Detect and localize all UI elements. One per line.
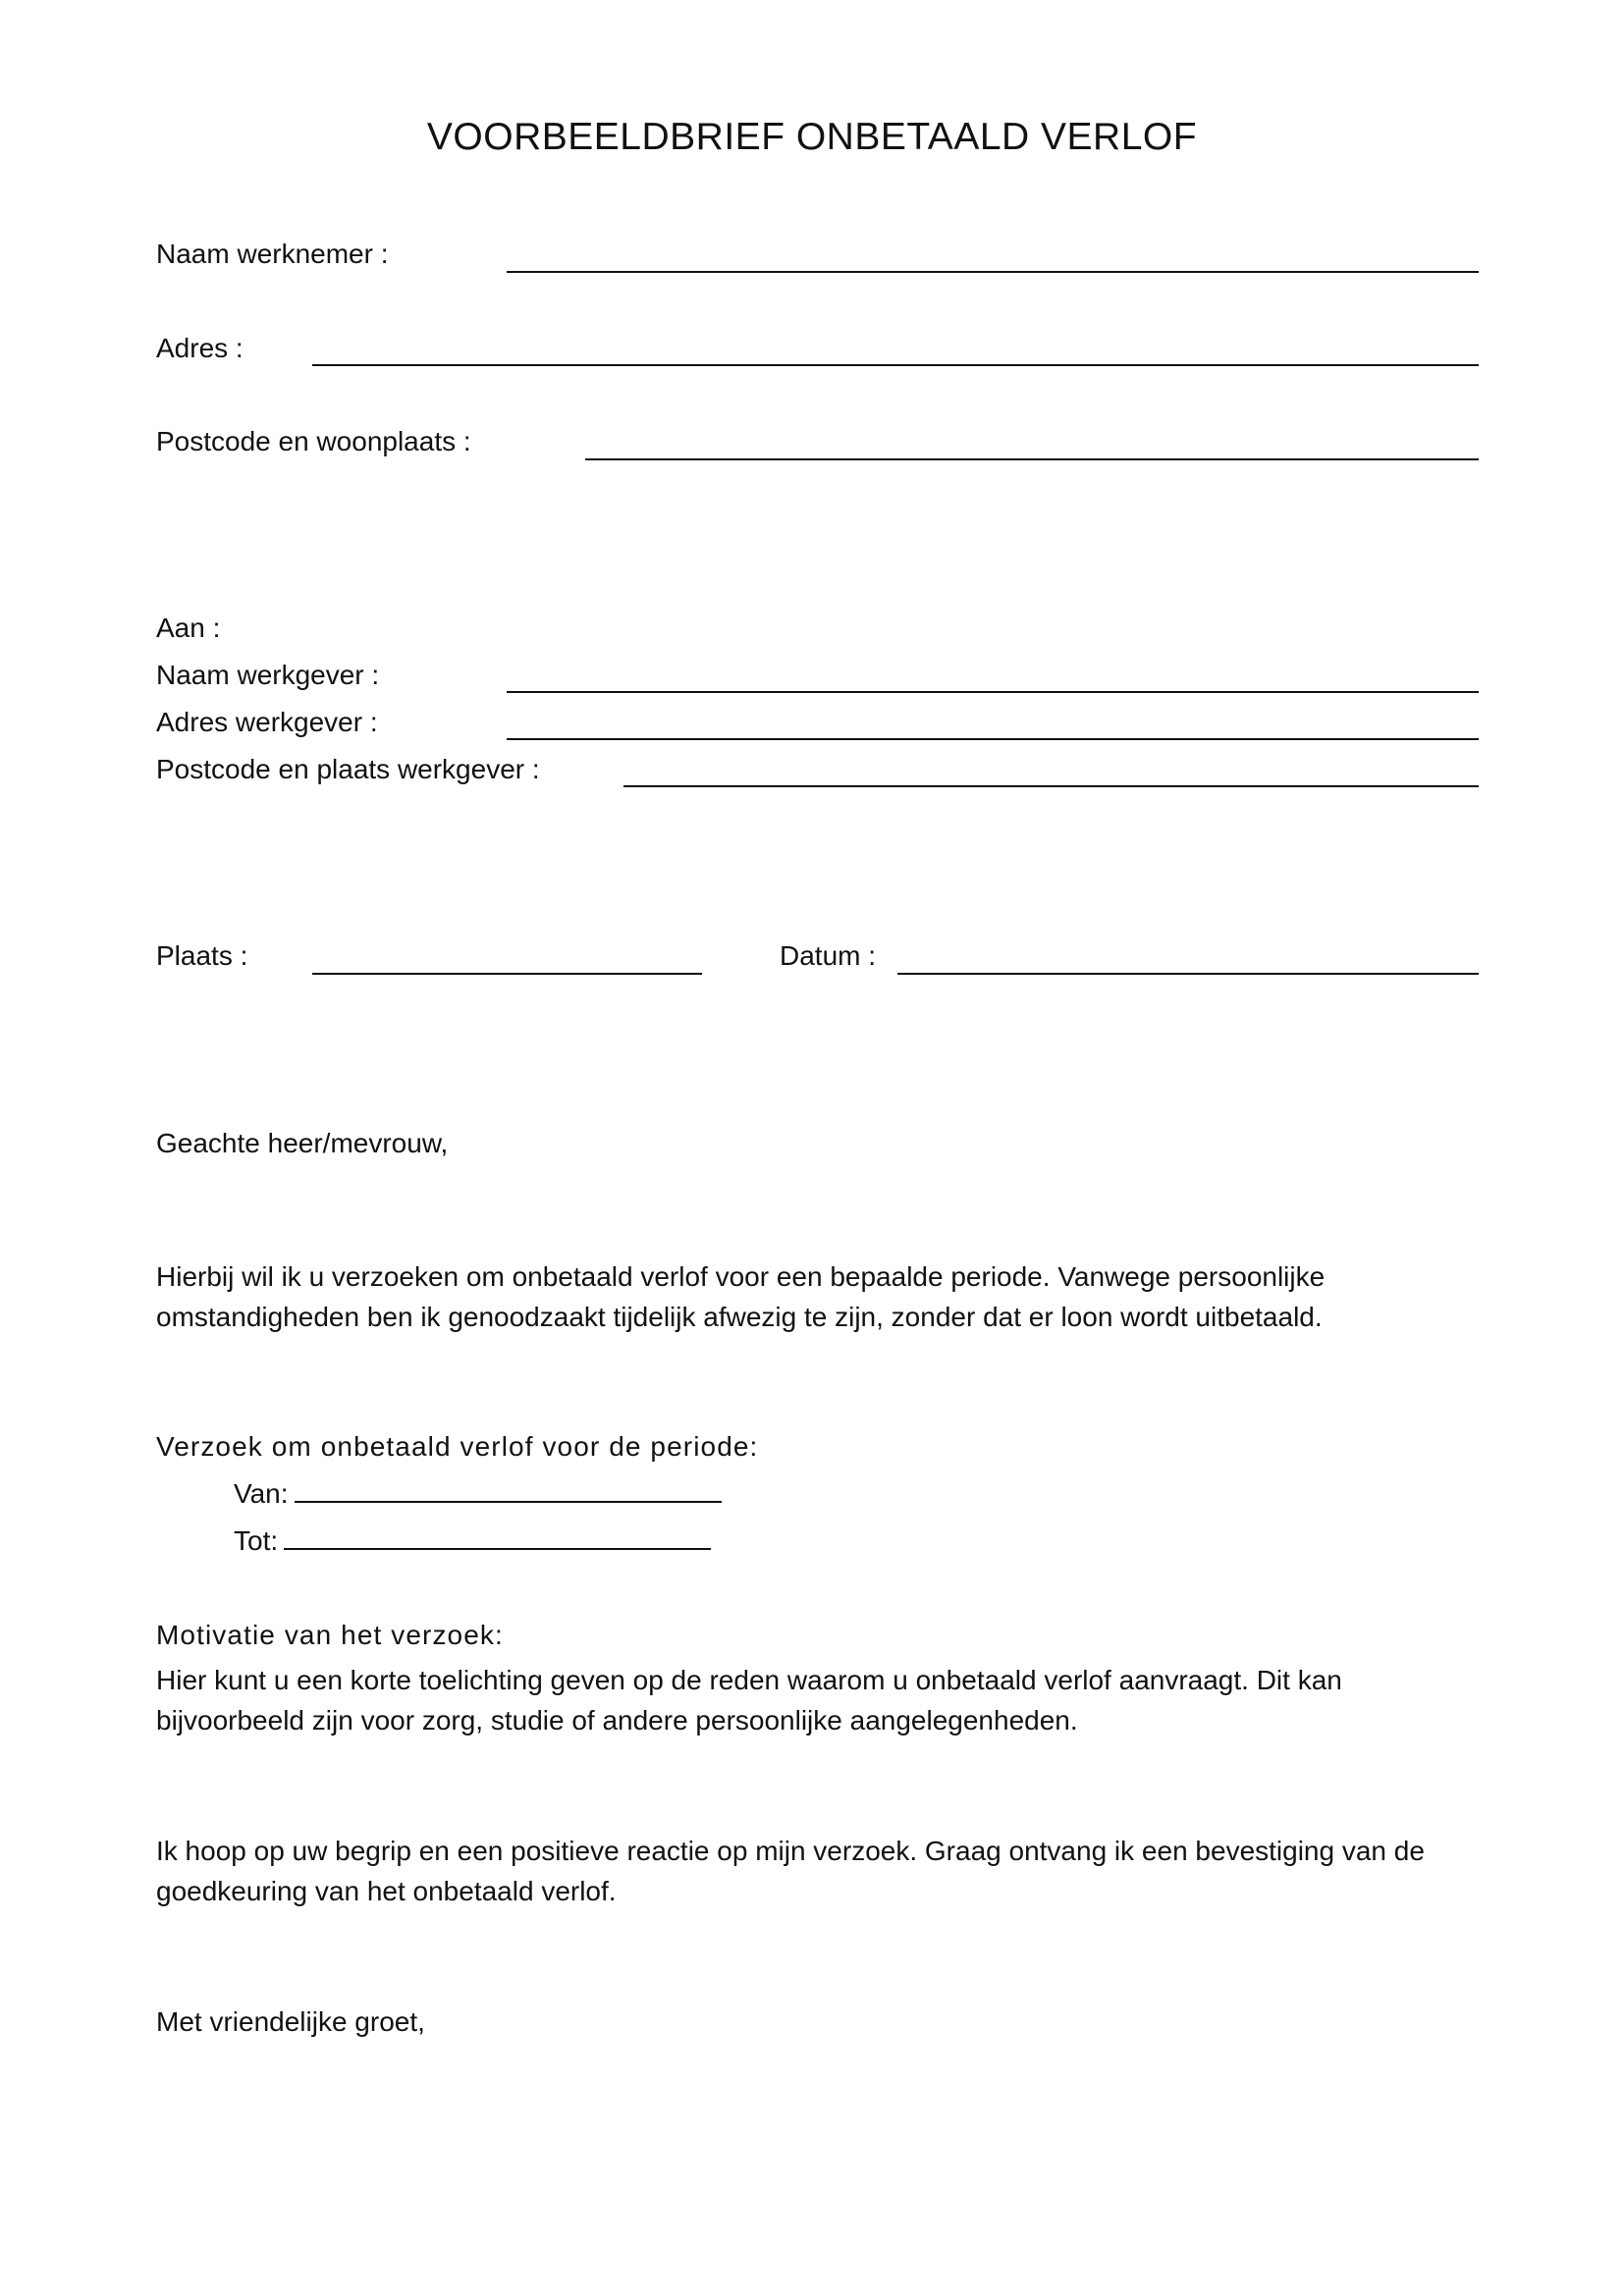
employer-name-label: Naam werkgever :: [156, 660, 380, 690]
motivation-line: bijvoorbeeld zijn voor zorg, studie of andere persoonlijke aangelegenheden.: [156, 1705, 1078, 1735]
period-to-field[interactable]: [284, 1548, 711, 1550]
motivation-paragraph: [156, 1660, 1491, 1740]
period-to-row: [234, 1525, 711, 1557]
employer-address-label: Adres werkgever :: [156, 707, 378, 737]
closing-line: goedkeuring van het onbetaald verlof.: [156, 1876, 617, 1906]
page-title: VOORBEELDBRIEF ONBETAALD VERLOF: [426, 116, 1198, 158]
place-label: Plaats :: [156, 940, 248, 971]
employee-name-label: Naam werknemer :: [156, 239, 389, 269]
intro-line: Hierbij wil ik u verzoeken om onbetaald verlof voor een bepaalde periode. Vanwege persoonlijke: [156, 1261, 1326, 1292]
period-heading: Verzoek om onbetaald verlof voor de periode:: [156, 1431, 759, 1462]
date-label: Datum :: [780, 940, 877, 971]
period-from-row: [234, 1478, 722, 1510]
period-from-label: Van:: [234, 1478, 289, 1509]
period-from-field[interactable]: [295, 1501, 722, 1503]
closing-line: Ik hoop op uw begrip en een positieve reactie op mijn verzoek. Graag ontvang ik een bevestiging van de: [156, 1836, 1425, 1866]
intro-line: omstandigheden ben ik genoodzaakt tijdelijk afwezig te zijn, zonder dat er loon wordt uitbetaald.: [156, 1302, 1323, 1332]
closing-paragraph: [156, 1831, 1491, 1911]
period-to-label: Tot:: [234, 1525, 279, 1556]
sign-off: Met vriendelijke groet,: [156, 2006, 425, 2037]
employer-postcode-field[interactable]: [623, 785, 1479, 787]
employee-postcode-field[interactable]: [585, 458, 1479, 460]
employer-name-field[interactable]: [507, 691, 1479, 693]
motivation-line: Hier kunt u een korte toelichting geven op de reden waarom u onbetaald verlof aanvraagt. Dit kan: [156, 1665, 1342, 1695]
salutation: Geachte heer/mevrouw,: [156, 1128, 449, 1158]
employee-address-field[interactable]: [312, 364, 1479, 366]
motivation-heading: Motivatie van het verzoek:: [156, 1620, 504, 1650]
recipient-to-label: Aan :: [156, 613, 221, 643]
employer-postcode-label: Postcode en plaats werkgever :: [156, 754, 540, 784]
employer-address-field[interactable]: [507, 738, 1479, 740]
intro-paragraph: [156, 1256, 1491, 1337]
employee-postcode-label: Postcode en woonplaats :: [156, 426, 471, 456]
employee-name-field[interactable]: [507, 271, 1479, 273]
date-field[interactable]: [897, 973, 1479, 975]
employee-address-label: Adres :: [156, 333, 244, 363]
place-field[interactable]: [312, 973, 702, 975]
